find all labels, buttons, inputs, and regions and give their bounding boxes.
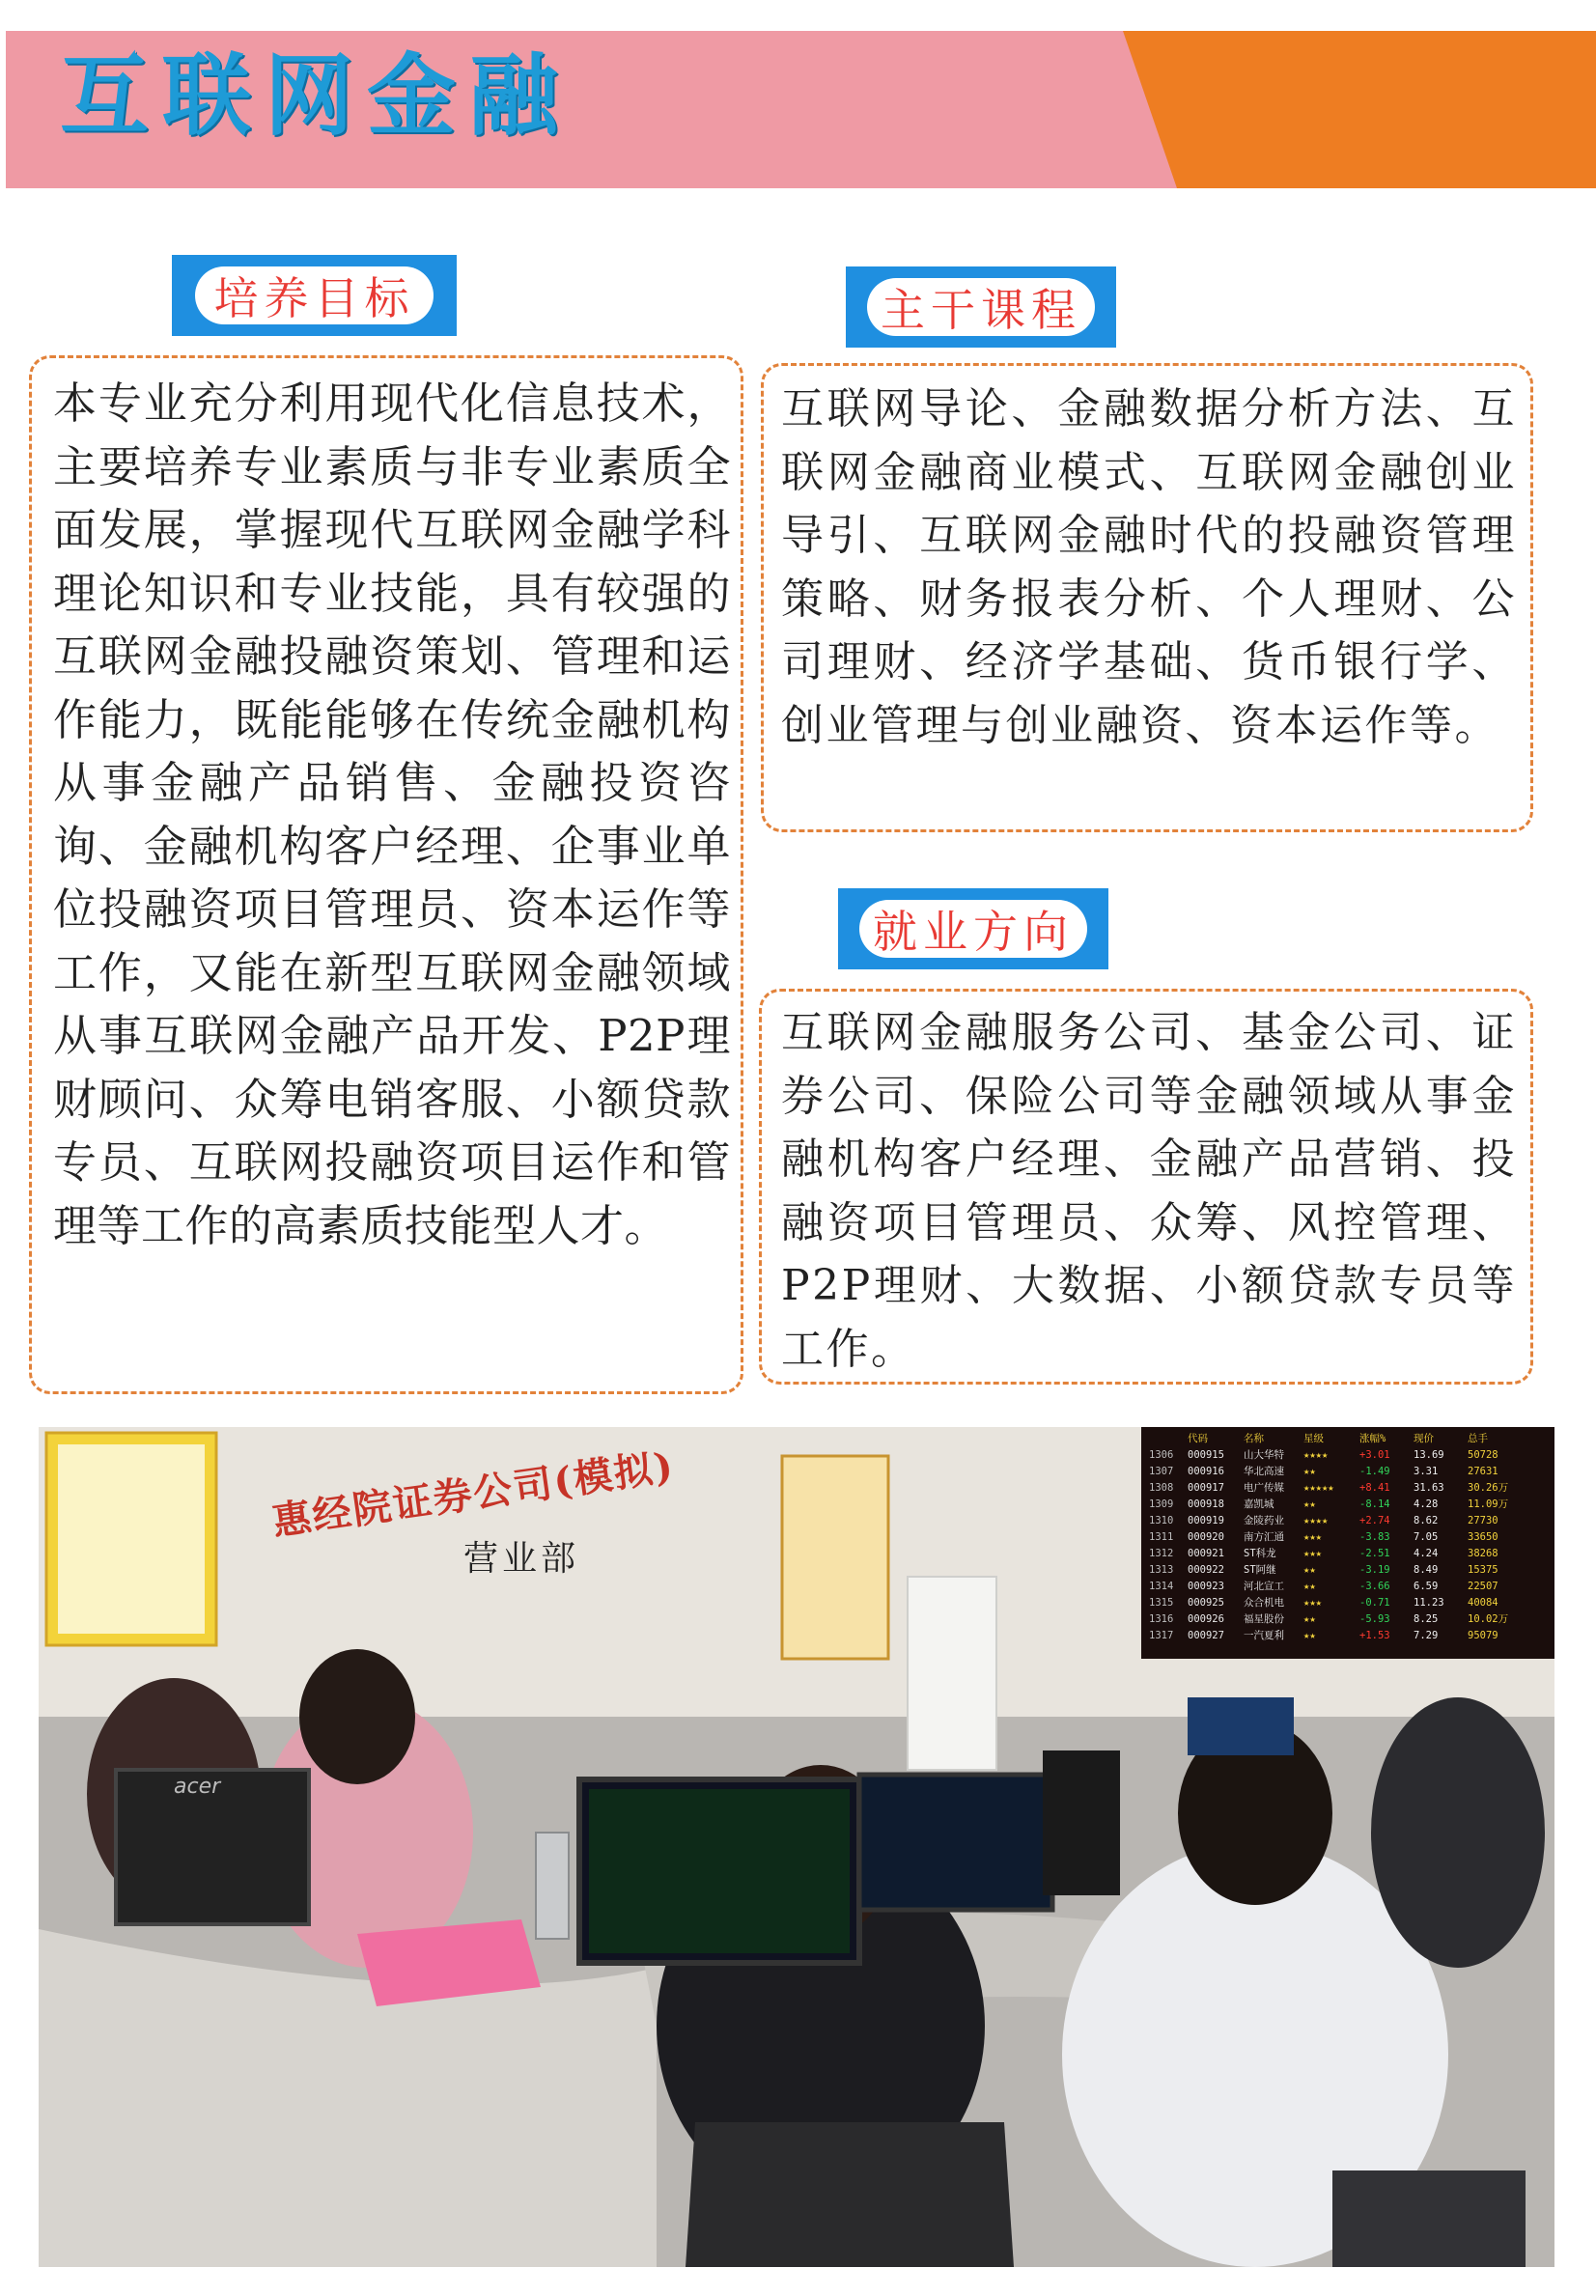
label-employment <box>838 888 1108 969</box>
ticker-cell: ★★ <box>1303 1466 1316 1477</box>
ticker-cell: 1310 <box>1149 1515 1174 1526</box>
ticker-cell: -3.66 <box>1359 1581 1390 1592</box>
ticker-row <box>1149 1579 1551 1595</box>
ticker-cell: 1312 <box>1149 1548 1174 1559</box>
ticker-cell: 嘉凯城 <box>1244 1498 1274 1510</box>
label-employment-text: 就业方向 <box>859 900 1086 958</box>
ticker-header-row <box>1149 1431 1551 1447</box>
ticker-cell: 000919 <box>1188 1515 1224 1526</box>
ticker-row <box>1149 1513 1551 1529</box>
ticker-row <box>1149 1497 1551 1513</box>
ticker-cell: 22507 <box>1468 1581 1498 1592</box>
label-training-goal-text: 培养目标 <box>195 266 434 324</box>
ticker-cell: ★★★★★ <box>1303 1482 1334 1494</box>
ticker-cell: +8.41 <box>1359 1482 1390 1494</box>
ticker-cell: 1313 <box>1149 1564 1174 1576</box>
ticker-cell: 山大华特 <box>1244 1449 1284 1461</box>
page-title: 互联网金融 <box>60 44 573 148</box>
ticker-cell: 3.31 <box>1414 1466 1439 1477</box>
ticker-cell: 8.25 <box>1414 1613 1439 1625</box>
ticker-cell: +2.74 <box>1359 1515 1390 1526</box>
ticker-cell: 11.09万 <box>1468 1498 1509 1510</box>
ticker-cell: 一汽夏利 <box>1244 1630 1284 1641</box>
main-courses-box <box>761 363 1533 832</box>
ticker-row <box>1149 1546 1551 1562</box>
ticker-row <box>1149 1562 1551 1579</box>
ticker-cell: 1314 <box>1149 1581 1174 1592</box>
ticker-cell: 33650 <box>1468 1531 1498 1543</box>
ticker-cell: 50728 <box>1468 1449 1498 1461</box>
ticker-cell: 30.26万 <box>1468 1482 1509 1494</box>
ticker-cell: 38268 <box>1468 1548 1498 1559</box>
ticker-header-volume: 总手 <box>1468 1433 1488 1444</box>
ticker-cell: 1311 <box>1149 1531 1174 1543</box>
ticker-row <box>1149 1611 1551 1628</box>
ticker-cell: 000920 <box>1188 1531 1224 1543</box>
ticker-cell: 1317 <box>1149 1630 1174 1641</box>
ticker-cell: 7.29 <box>1414 1630 1439 1641</box>
ticker-cell: -3.83 <box>1359 1531 1390 1543</box>
ticker-cell: 1309 <box>1149 1498 1174 1510</box>
ticker-cell: 000927 <box>1188 1630 1224 1641</box>
ticker-cell: 河北宣工 <box>1244 1581 1284 1592</box>
ticker-cell: -1.49 <box>1359 1466 1390 1477</box>
monitor-brand: acer <box>174 1775 221 1799</box>
classroom-photo <box>39 1427 1554 2267</box>
label-training-goal <box>172 255 457 336</box>
ticker-header-price: 现价 <box>1414 1433 1434 1444</box>
ticker-cell: 电广传媒 <box>1244 1482 1284 1494</box>
ticker-cell: 4.28 <box>1414 1498 1439 1510</box>
ticker-cell: ★★★★ <box>1303 1515 1329 1526</box>
ticker-cell: 6.59 <box>1414 1581 1439 1592</box>
ticker-cell: 000918 <box>1188 1498 1224 1510</box>
ticker-cell: 1306 <box>1149 1449 1174 1461</box>
ticker-cell: ★★ <box>1303 1613 1316 1625</box>
ticker-cell: -0.71 <box>1359 1597 1390 1609</box>
ticker-cell: 1308 <box>1149 1482 1174 1494</box>
label-main-courses-text: 主干课程 <box>867 278 1094 336</box>
ticker-cell: ★★★ <box>1303 1597 1322 1609</box>
ticker-cell: 27730 <box>1468 1515 1498 1526</box>
ticker-cell: 000922 <box>1188 1564 1224 1576</box>
ticker-cell: -8.14 <box>1359 1498 1390 1510</box>
ticker-cell: ST科龙 <box>1244 1548 1276 1559</box>
ticker-header-change: 涨幅% <box>1359 1433 1386 1444</box>
ticker-cell: 27631 <box>1468 1466 1498 1477</box>
ticker-header-name: 名称 <box>1244 1433 1264 1444</box>
ticker-row <box>1149 1595 1551 1611</box>
ticker-cell: 福星股份 <box>1244 1613 1284 1625</box>
ticker-header-stars: 星级 <box>1303 1433 1324 1444</box>
ticker-cell: 000923 <box>1188 1581 1224 1592</box>
ticker-cell: -3.19 <box>1359 1564 1390 1576</box>
ticker-cell: 7.05 <box>1414 1531 1439 1543</box>
label-main-courses <box>846 266 1116 348</box>
ticker-cell: 众合机电 <box>1244 1597 1284 1609</box>
ticker-cell: 31.63 <box>1414 1482 1444 1494</box>
ticker-cell: 8.49 <box>1414 1564 1439 1576</box>
ticker-row <box>1149 1464 1551 1480</box>
stock-ticker-board <box>1149 1431 1551 1655</box>
ticker-cell: -5.93 <box>1359 1613 1390 1625</box>
ticker-cell: 11.23 <box>1414 1597 1444 1609</box>
ticker-cell: 40084 <box>1468 1597 1498 1609</box>
ticker-cell: 南方汇通 <box>1244 1531 1284 1543</box>
ticker-cell: ST阿继 <box>1244 1564 1276 1576</box>
ticker-cell: ★★★ <box>1303 1531 1322 1543</box>
ticker-cell: 000915 <box>1188 1449 1224 1461</box>
ticker-cell: ★★ <box>1303 1564 1316 1576</box>
ticker-cell: +3.01 <box>1359 1449 1390 1461</box>
ticker-cell: ★★★★ <box>1303 1449 1329 1461</box>
ticker-row <box>1149 1628 1551 1644</box>
ticker-cell: 1316 <box>1149 1613 1174 1625</box>
ticker-cell: 000925 <box>1188 1597 1224 1609</box>
main-courses-text: 互联网导论、金融数据分析方法、互联网金融商业模式、互联网金融创业导引、互联网金融时代的投融资管理策略、财务报表分析、个人理财、公司理财、经济学基础、货币银行学、创业管理与创业融资、资本运作等。 <box>781 384 1517 750</box>
ticker-cell: 13.69 <box>1414 1449 1444 1461</box>
ticker-cell: 10.02万 <box>1468 1613 1509 1625</box>
ticker-cell: ★★ <box>1303 1630 1316 1641</box>
ticker-cell: 000926 <box>1188 1613 1224 1625</box>
ticker-rows <box>1149 1447 1551 1644</box>
ticker-cell: 8.62 <box>1414 1515 1439 1526</box>
employment-box <box>759 989 1533 1385</box>
ticker-cell: 000917 <box>1188 1482 1224 1494</box>
employment-text: 互联网金融服务公司、基金公司、证券公司、保险公司等金融领域从事金融机构客户经理、金融产品营销、投融资项目管理员、众筹、风控管理、P2P理财、大数据、小额贷款专员等工作。 <box>781 1008 1517 1374</box>
ticker-cell: 15375 <box>1468 1564 1498 1576</box>
ticker-cell: 金陵药业 <box>1244 1515 1284 1526</box>
ticker-cell: ★★ <box>1303 1581 1316 1592</box>
ticker-row <box>1149 1480 1551 1497</box>
wall-sign-sub: 营业部 <box>463 1539 580 1579</box>
training-goal-box <box>29 355 743 1394</box>
ticker-cell: 4.24 <box>1414 1548 1439 1559</box>
training-goal-text: 本专业充分利用现代化信息技术，主要培养专业素质与非专业素质全面发展，掌握现代互联网金融学科理论知识和专业技能，具有较强的互联网金融投融资策划、管理和运作能力，既能能够在传统金融机构从事金融产品销售、金融投资咨询、金融机构客户经理、企事业单位投融资项目管理员、资本运作等工作，又能在新型互联网金融领域从事互联网金融产品开发、P2P理财顾问、众筹电销客服、小额贷款专员、互联网投融资项目运作和管理等工作的高素质技能型人才。 <box>53 378 731 1251</box>
ticker-cell: 华北高速 <box>1244 1466 1284 1477</box>
ticker-cell: 1307 <box>1149 1466 1174 1477</box>
ticker-header-code: 代码 <box>1188 1433 1208 1444</box>
ticker-cell: 1315 <box>1149 1597 1174 1609</box>
ticker-cell: ★★ <box>1303 1498 1316 1510</box>
ticker-cell: ★★★ <box>1303 1548 1322 1559</box>
ticker-row <box>1149 1529 1551 1546</box>
ticker-cell: 000921 <box>1188 1548 1224 1559</box>
wall-sign: 惠经院证券公司(模拟) <box>269 1442 678 1545</box>
header-orange-accent <box>1123 31 1596 188</box>
ticker-cell: 95079 <box>1468 1630 1498 1641</box>
ticker-cell: +1.53 <box>1359 1630 1390 1641</box>
ticker-cell: -2.51 <box>1359 1548 1390 1559</box>
ticker-cell: 000916 <box>1188 1466 1224 1477</box>
ticker-row <box>1149 1447 1551 1464</box>
header-banner <box>6 31 1596 188</box>
